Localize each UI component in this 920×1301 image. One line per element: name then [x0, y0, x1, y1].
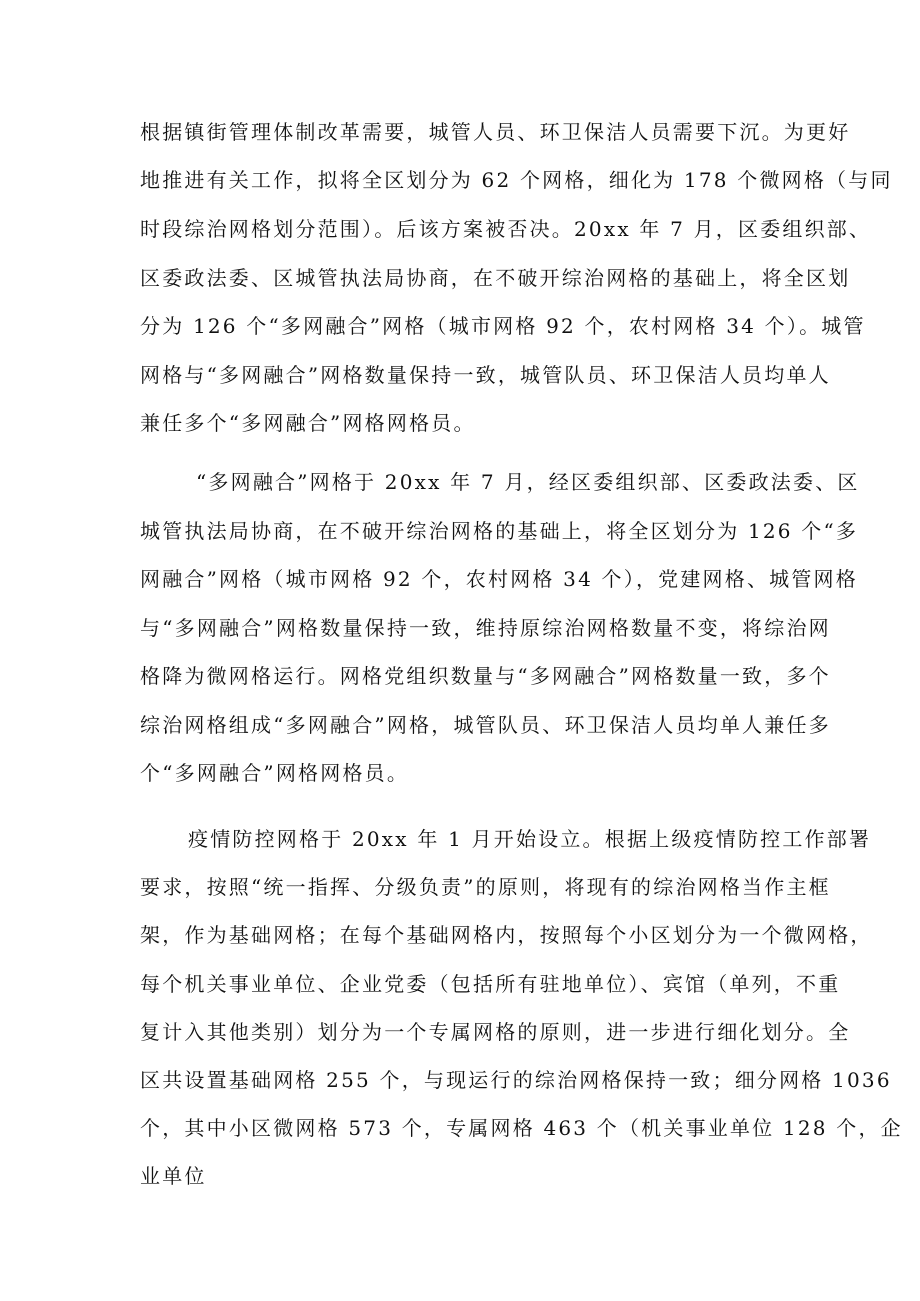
text-line: 个“多网融合”网格网格员。: [140, 761, 410, 785]
text-line: 根据镇街管理体制改革需要，城管人员、环卫保洁人员需要下沉。为更好: [140, 120, 851, 144]
text-line: 时段综治网格划分范围）。后该方案被否决。20xx 年 7 月，区委组织部、: [140, 217, 872, 241]
text-line: 地推进有关工作，拟将全区划分为 62 个网格，细化为 178 个微网格（与同: [140, 168, 893, 192]
text-line: 综治网格组成“多网融合”网格，城管队员、环卫保洁人员均单人兼任多: [140, 713, 831, 737]
text-line: 业单位: [140, 1164, 207, 1188]
text-line: 城管执法局协商，在不破开综治网格的基础上，将全区划分为 126 个“多: [140, 519, 859, 543]
text-line: “多网融合”网格于 20xx 年 7 月，经区委组织部、区委政法委、区: [196, 470, 860, 494]
text-line: 网格与“多网融合”网格数量保持一致，城管队员、环卫保洁人员均单人: [140, 363, 831, 387]
text-line: 兼任多个“多网融合”网格网格员。: [140, 411, 476, 435]
text-line: 架，作为基础网格；在每个基础网格内，按照每个小区划分为一个微网格，: [140, 923, 873, 947]
text-line: 网融合”网格（城市网格 92 个，农村网格 34 个），党建网格、城管网格: [140, 567, 858, 591]
text-line: 格降为微网格运行。网格党组织数量与“多网融合”网格数量一致，多个: [140, 664, 831, 688]
text-line: 要求，按照“统一指挥、分级负责”的原则，将现有的综治网格当作主框: [140, 875, 831, 899]
text-line: 区共设置基础网格 255 个，与现运行的综治网格保持一致；细分网格 1036: [140, 1068, 892, 1092]
text-line: 区委政法委、区城管执法局协商，在不破开综治网格的基础上，将全区划: [140, 266, 851, 290]
text-line: 分为 126 个“多网融合”网格（城市网格 92 个，农村网格 34 个）。城管: [140, 314, 866, 338]
text-line: 每个机关事业单位、企业党委（包括所有驻地单位）、宾馆（单列，不重: [140, 972, 841, 996]
text-line: 复计入其他类别）划分为一个专属网格的原则，进一步进行细化划分。全: [140, 1020, 851, 1044]
text-line: 个，其中小区微网格 573 个，专属网格 463 个（机关事业单位 128 个，企: [140, 1116, 903, 1140]
text-line: 疫情防控网格于 20xx 年 1 月开始设立。根据上级疫情防控工作部署: [188, 827, 872, 851]
text-line: 与“多网融合”网格数量保持一致，维持原综治网格数量不变，将综治网: [140, 616, 831, 640]
